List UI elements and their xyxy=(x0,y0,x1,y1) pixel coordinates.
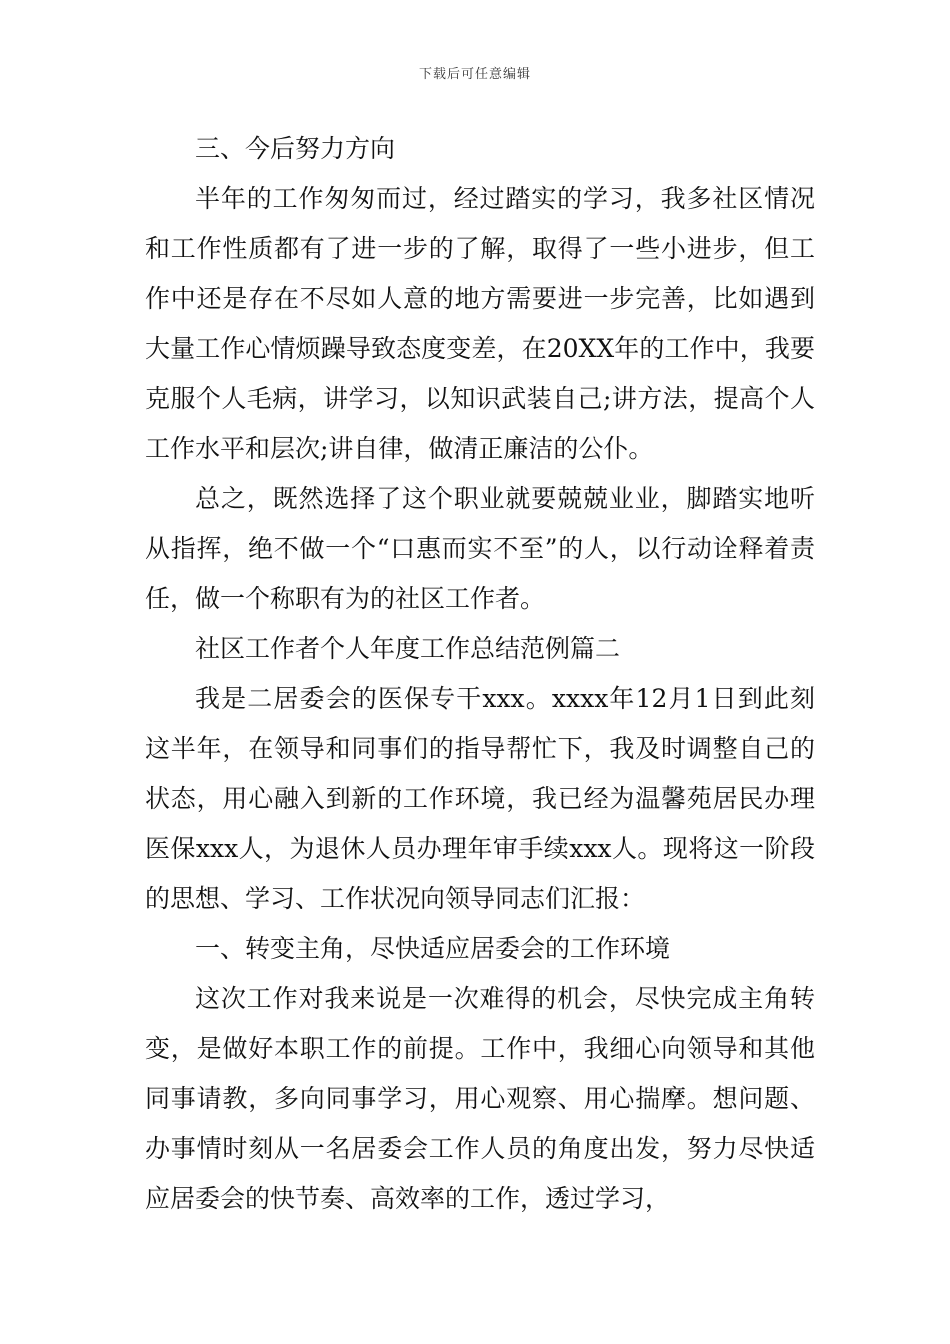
paragraph: 总之，既然选择了这个职业就要兢兢业业，脚踏实地听从指挥，绝不做一个“口惠而实不至”的人，以行动诠释着责任，做一个称职有为的社区工作者。 xyxy=(145,484,815,613)
page-header: 下载后可任意编辑 xyxy=(418,67,531,82)
paragraph: 半年的工作匆匆而过，经过踏实的学习，我多社区情况和工作性质都有了进一步的了解，取得了一些小进步，但工作中还是存在不尽如人意的地方需要进一步完善，比如遇到大量工作心情烦躁导致态度变差，在20XX年的工作中，我要克服个人毛病，讲学习，以知识武装自己;讲方法，提高个人工作水平和层次;讲自律，做清正廉洁的公仆。 xyxy=(145,184,815,463)
section-heading: 三、今后努力方向 xyxy=(195,134,396,163)
section-heading: 一、转变主角，尽快适应居委会的工作环境 xyxy=(195,934,671,963)
document-body xyxy=(145,124,815,1224)
paragraph: 我是二居委会的医保专干xxx。xxxx年12月1日到此刻这半年，在领导和同事们的指导帮忙下，我及时调整自己的状态，用心融入到新的工作环境，我已经为温馨苑居民办理医保xxx人，为退休人员办理年审手续xxx人。现将这一阶段的思想、学习、工作状况向领导同志们汇报： xyxy=(145,684,815,913)
paragraph: 这次工作对我来说是一次难得的机会，尽快完成主角转变，是做好本职工作的前提。工作中，我细心向领导和其他同事请教，多向同事学习，用心观察、用心揣摩。想问题、办事情时刻从一名居委会工作人员的角度出发，努力尽快适应居委会的快节奏、高效率的工作，透过学习， xyxy=(145,984,815,1213)
article-title: 社区工作者个人年度工作总结范例篇二 xyxy=(195,634,621,663)
